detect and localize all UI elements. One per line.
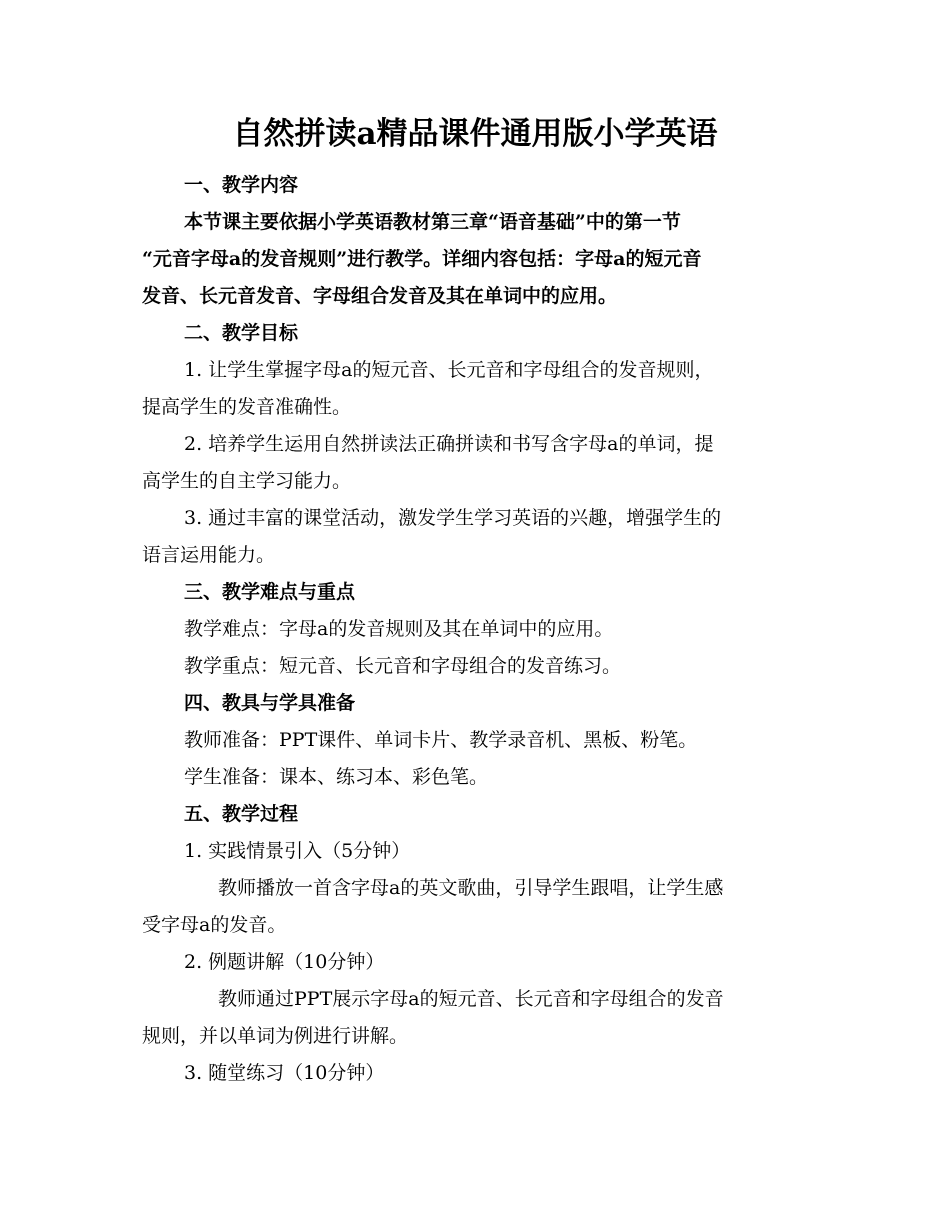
paragraph-line: 本节课主要依据小学英语教材第三章“语音基础”中的第一节 xyxy=(184,211,681,233)
goal-item-3-line: 语言运用能力。 xyxy=(142,544,276,566)
teacher-preparation: 教师准备：PPT课件、单词卡片、教学录音机、黑板、粉笔。 xyxy=(184,729,698,751)
goal-item-1-line: 提高学生的发音准确性。 xyxy=(142,396,352,418)
section-heading-teaching-content: 一、教学内容 xyxy=(184,174,299,196)
teaching-difficulty: 教学难点：字母a的发音规则及其在单词中的应用。 xyxy=(184,618,614,640)
paragraph-line: “元音字母a的发音规则”进行教学。详细内容包括：字母a的短元音 xyxy=(142,248,702,270)
goal-item-2-line: 高学生的自主学习能力。 xyxy=(142,470,352,492)
goal-item-2-line: 2. 培养学生运用自然拼读法正确拼读和书写含字母a的单词，提 xyxy=(184,433,714,455)
process-step-1-line: 教师播放一首含字母a的英文歌曲，引导学生跟唱，让学生感 xyxy=(218,877,724,899)
process-step-2-line: 规则，并以单词为例进行讲解。 xyxy=(142,1025,409,1047)
process-step-3-title: 3. 随堂练习（10分钟） xyxy=(184,1062,385,1084)
document-body xyxy=(142,167,812,1092)
section-heading-teaching-process: 五、教学过程 xyxy=(184,803,299,825)
section-heading-difficulties-focus: 三、教学难点与重点 xyxy=(184,581,356,603)
student-preparation: 学生准备：课本、练习本、彩色笔。 xyxy=(184,766,489,788)
section-heading-materials: 四、教具与学具准备 xyxy=(184,692,356,714)
paragraph-line: 发音、长元音发音、字母组合发音及其在单词中的应用。 xyxy=(142,285,618,307)
teaching-focus: 教学重点：短元音、长元音和字母组合的发音练习。 xyxy=(184,655,622,677)
document-title: 自然拼读a精品课件通用版小学英语 xyxy=(232,116,718,152)
process-step-1-title: 1. 实践情景引入（5分钟） xyxy=(184,840,411,862)
process-step-2-line: 教师通过PPT展示字母a的短元音、长元音和字母组合的发音 xyxy=(218,988,724,1010)
process-step-2-title: 2. 例题讲解（10分钟） xyxy=(184,951,385,973)
goal-item-3-line: 3. 通过丰富的课堂活动，激发学生学习英语的兴趣，增强学生的 xyxy=(184,507,722,529)
process-step-1-line: 受字母a的发音。 xyxy=(142,914,287,936)
section-heading-teaching-goals: 二、教学目标 xyxy=(184,322,299,344)
goal-item-1-line: 1. 让学生掌握字母a的短元音、长元音和字母组合的发音规则， xyxy=(184,359,714,381)
